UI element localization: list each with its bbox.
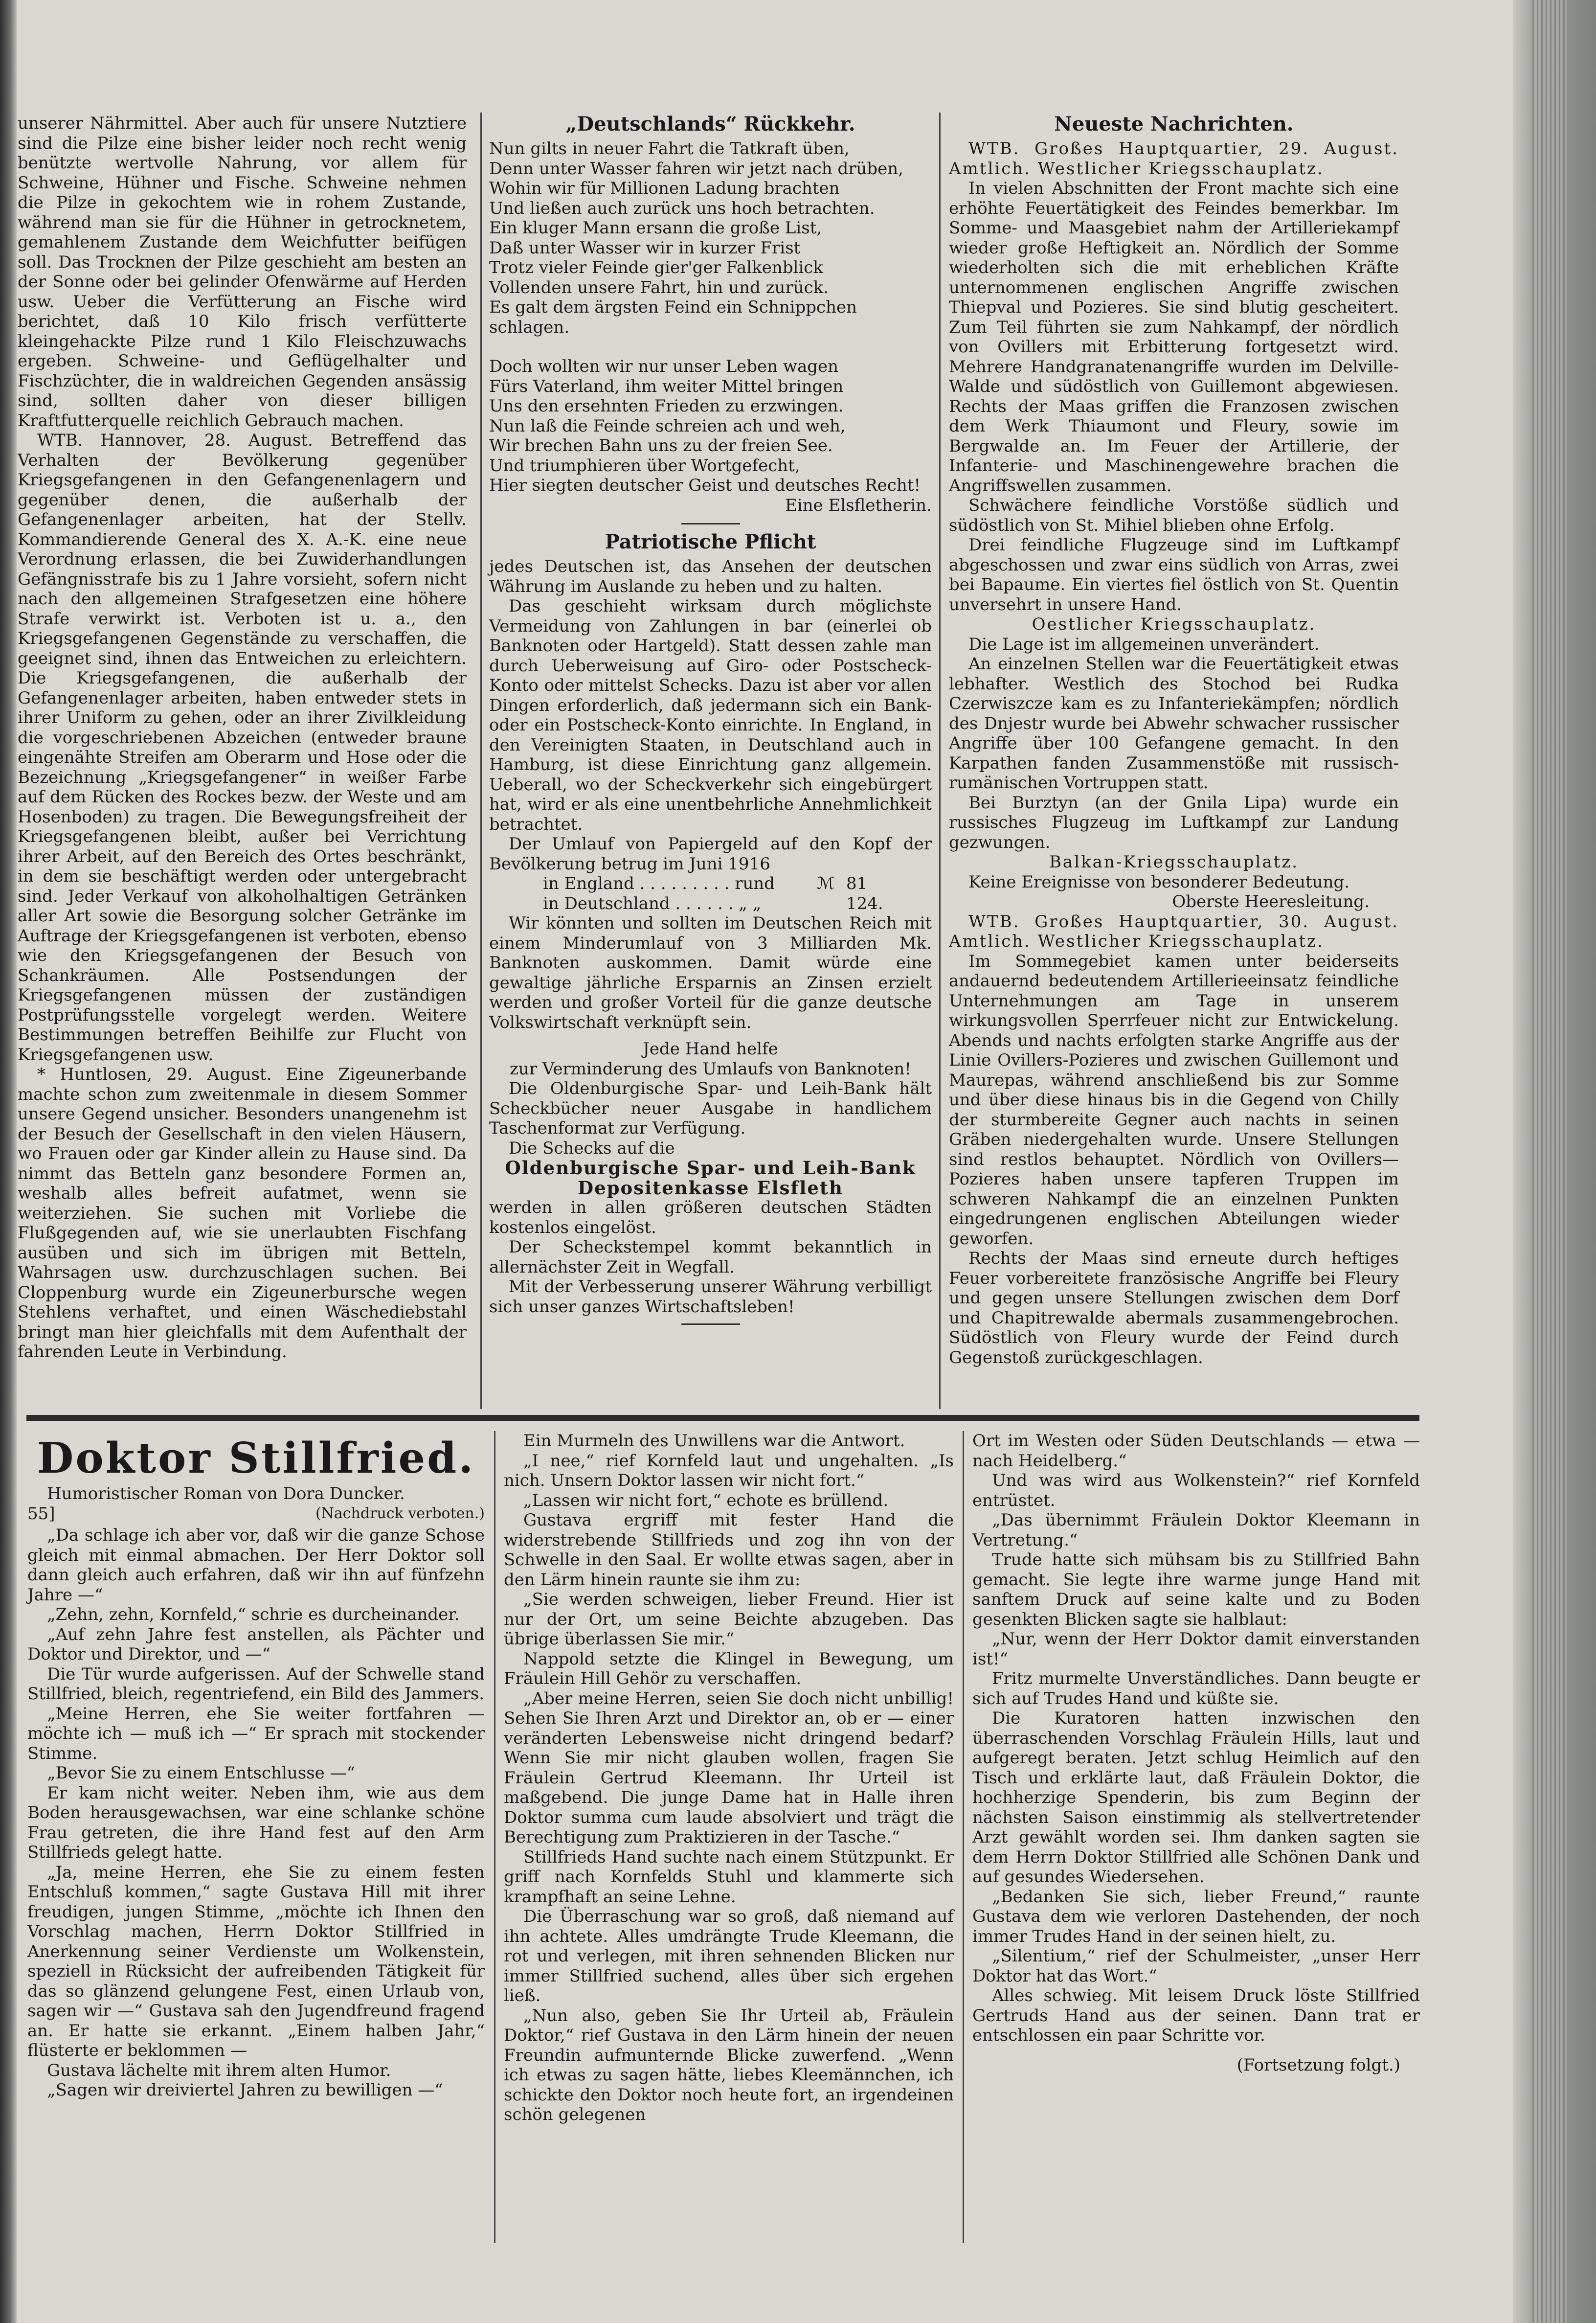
news-text: Die Lage ist im allgemeinen unverändert. bbox=[968, 634, 1320, 654]
poem-title: „Deutschlands“ Rückkehr. bbox=[565, 113, 855, 136]
news-dateline: WTB. Großes Hauptquartier, 29. August. Amtlich. Westlicher Kriegsschauplatz. bbox=[949, 139, 1399, 179]
novel-meta bbox=[27, 1504, 485, 1524]
separator bbox=[681, 523, 740, 524]
article-mushrooms: unserer Nährmittel. Aber auch für unsere Nutztiere sind die Pilze eine bisher leider noch recht wenig benützte wertvolle Nahrung, vor allem für Schweine, Hühner und Fische. Schweine nehmen die Pilze in gekochtem wie in rohem Zustande, während man sie für die Hühner in getrocknetem, gemahlenem Zustande dem Weichfutter beifügen soll. Das Trocknen der Pilze geschieht am besten an der Sonne oder bei gelinder Ofenwärme auf Herden usw. Ueber die Verfütterung an Fische wird berichtet, daß 10 Kilo frisch verfütterte kleingehackte Pilze rund 1 Kilo Fleischzuwachs ergeben. Schweine- und Geflügelhalter und Fischzüchter, die in waldreichen Gegenden ansässig sind, sollten daher von dieser billigen Kraftfutterquelle reichlich Gebrauch machen. bbox=[18, 114, 467, 431]
novel-paragraph: „Auf zehn Jahre fest anstellen, als Pächter und Doktor und Direktor, und —“ bbox=[27, 1624, 485, 1664]
novel-paragraph: Er kam nicht weiter. Neben ihm, wie aus dem Boden herausgewachsen, war eine schlanke schöne Frau getreten, die ihre Hand fest auf den Arm Stillfrieds gelegt hatte. bbox=[27, 1783, 485, 1862]
novel-paragraph: Ort im Westen oder Süden Deutschlands — etwa — nach Heidelberg.“ bbox=[972, 1431, 1420, 1471]
currency-value: 124. bbox=[846, 893, 883, 913]
news-section-head: Oestlicher Kriegsschauplatz. bbox=[1032, 615, 1316, 634]
poem-line: Hier siegten deutscher Geist und deutsches Recht! bbox=[489, 476, 921, 495]
novel-paragraph: Gustava lächelte mit ihrem alten Humor. bbox=[47, 2060, 391, 2080]
novel-subtitle: Humoristischer Roman von Dora Duncker. bbox=[47, 1484, 405, 1503]
novel-paragraph: Und was wird aus Wolkenstein?“ rief Kornfeld entrüstet. bbox=[972, 1471, 1420, 1510]
novel-paragraph: „Das übernimmt Fräulein Doktor Kleemann in Vertretung.“ bbox=[972, 1510, 1420, 1550]
duty-text: Mit der Verbesserung unserer Währung verbilligt sich unser ganzes Wirtschaftsleben! bbox=[489, 1277, 932, 1317]
novel-paragraph: „Nur, wenn der Herr Doktor damit einverstanden ist!“ bbox=[972, 1629, 1420, 1669]
news-text: Im Sommegebiet kamen unter beiderseits andauernd bedeutendem Artillerieeinsatz feindliche Unternehmungen am Tage in unserem wirkungsvollen Sperrfeuer nicht zur Entwickelung. Abends und nachts erfolgten starke Angriffe aus der Linie Ovillers-Pozieres und zwischen Guillemont und Maurepas, während anschließend bis zur Somme und über diese hinaus bis in die Gegend von Chilly der sturmbereite Gegner auch nachts in seinen Gräben niedergehalten wurde. Unsere Stellungen sind restlos behauptet. Nördlich von Ovillers—Pozieres haben unsere tapferen Truppen im schweren Nahkampf die an einzelnen Punkten eingedrungenen englischen Abteilungen wieder geworfen. bbox=[949, 951, 1399, 1249]
poem-line: Nun laß die Feinde schreien ach und weh, bbox=[489, 416, 846, 436]
novel-paragraph: Stillfrieds Hand suchte nach einem Stützpunkt. Er griff nach Kornfelds Stuhl und klammerte sich krampfhaft an seine Lehne. bbox=[504, 1847, 954, 1907]
novel-paragraph: „Da schlage ich aber vor, daß wir die ganze Schose gleich mit einmal abmachen. Der Herr Doktor soll dann gleich auch erfahren, daß wir ihn auf fünfzehn Jahre —“ bbox=[27, 1526, 485, 1605]
novel-paragraph: „Meine Herren, ehe Sie weiter fortfahren — möchte ich — muß ich —“ Er sprach mit stockender Stimme. bbox=[27, 1704, 485, 1763]
novel-paragraph: Die Überraschung war so groß, daß niemand auf ihn achtete. Alles umdrängte Trude Kleemann, die rot und verlegen, mit ihren sehnenden Blicken nur immer Stillfried suchend, alles über sich ergehen ließ. bbox=[504, 1907, 954, 2005]
reprint-notice: (Nachdruck verboten.) bbox=[315, 1504, 485, 1522]
poem-line: Und triumphieren über Wortgefecht, bbox=[489, 455, 800, 476]
news-text: Drei feindliche Flugzeuge sind im Luftkampf abgeschossen und zwar eins südlich von Arras, zwei bei Bapaume. Ein viertes fiel östlich von St. Quentin unversehrt in unsere Hand. bbox=[949, 535, 1399, 615]
duty-text: Die Schecks auf die bbox=[509, 1138, 675, 1158]
separator bbox=[681, 1323, 740, 1325]
novel-paragraph: Gustava ergriff mit fester Hand die widerstrebende Stillfrieds und zog ihn von der Schwelle in den Saal. Er wollte etwas sagen, aber in den Lärm hinein raunte sie ihm zu: bbox=[504, 1510, 954, 1590]
duty-text: Wir könnten und sollten im Deutschen Reich mit einem Minderumlauf von 3 Milliarden Mk. Banknoten auskommen. Damit würde eine gewaltige jährliche Ersparnis an Zinsen erzielt werden und großer Vorteil für die ganze deutsche Volkswirtschaft verknüpft sein. bbox=[489, 913, 932, 1032]
duty-text: Die Oldenburgische Spar- und Leih-Bank hält Scheckbücher neuer Ausgabe in handlichem Taschenformat zur Verfügung. bbox=[489, 1079, 932, 1138]
news-text: In vielen Abschnitten der Front machte sich eine erhöhte Feuertätigkeit des Feindes bemerkbar. Im Somme- und Maasgebiet nahm der Artilleriekampf wieder große Heftigkeit an. Nördlich der Somme wiederholten sich die mit erheblichen Kräfte unternommenen englischen Angriffe zwischen Thiepval und Pozieres. Sie sind blutig gescheitert. Zum Teil führten sie zum Nahkampf, der nördlich von Ovillers mit Erbitterung fortgesetzt wird. Mehrere Handgranatenangriffe wurden im Delville-Walde und südöstlich von Guillemont abgewiesen. Rechts der Maas griffen die Franzosen zwischen dem Werk Thiaumont und Fleury, sowie im Bergwalde an. Im Feuer der Artillerie, der Infanterie- und Maschinengewehre brachen die Angriffswellen zusammen. bbox=[949, 179, 1399, 496]
column-right bbox=[949, 113, 1399, 1367]
installment-number: 55] bbox=[27, 1503, 55, 1524]
page-edge-stack bbox=[1532, 0, 1567, 2323]
duty-slogan: Jede Hand helfe bbox=[643, 1039, 778, 1059]
news-section-head: Balkan-Kriegsschauplatz. bbox=[1049, 852, 1299, 872]
novel-paragraph: Ein Murmeln des Unwillens war die Antwort. bbox=[523, 1431, 905, 1451]
novel-title: Doktor Stillfried. bbox=[37, 1434, 475, 1483]
duty-text: Das geschieht wirksam durch möglichste Vermeidung von Zahlungen in bar (einerlei ob Banknoten oder Hartgeld). Statt dessen zahle man durch Ueberweisung auf Giro- oder Postscheck-Konto oder mittelst Schecks. Dazu ist aber vor allen Dingen erforderlich, daß jedermann sich ein Bank- oder ein Postscheck-Konto einrichte. In England, in den Vereinigten Staaten, in Deutschland auch in Hamburg, ist diese Einrichtung ganz allgemein. Ueberall, wo der Scheckverkehr sich eingebürgert hat, wird er als eine unentbehrliche Annehmlichkeit betrachtet. bbox=[489, 596, 932, 834]
duty-text: Der Scheckstempel kommt bekanntlich in allernächster Zeit in Wegfall. bbox=[489, 1237, 932, 1277]
news-dateline: WTB. Großes Hauptquartier, 30. August. Amtlich. Westlicher Kriegsschauplatz. bbox=[949, 911, 1399, 951]
news-text: Bei Burztyn (an der Gnila Lipa) wurde ein russisches Flugzeug im Luftkampf zur Landung gezwungen. bbox=[949, 793, 1399, 852]
poem bbox=[489, 139, 932, 515]
novel-paragraph: „I nee,“ rief Kornfeld laut und ungehalten. „Is nich. Unsern Doktor lassen wir nicht fort.“ bbox=[504, 1451, 954, 1490]
duty-text: jedes Deutschen ist, das Ansehen der deutschen Währung im Auslande zu heben und zu halten. bbox=[489, 557, 932, 596]
poem-line: Und ließen auch zurück uns hoch betrachten. bbox=[489, 198, 875, 218]
currency-label: in England . . . . . . . . . rund bbox=[543, 874, 775, 893]
currency-label: in Deutschland . . . . . . „ „ bbox=[543, 893, 762, 913]
poem-line: Doch wollten wir nur unser Leben wagen bbox=[489, 357, 839, 376]
novel-paragraph: „Bedanken Sie sich, lieber Freund,“ raunte Gustava dem wie verloren Dastehenden, der noch immer Trudes Hand in der seinen hielt, zu. bbox=[972, 1887, 1420, 1946]
poem-line: Daß unter Wasser wir in kurzer Frist bbox=[489, 238, 801, 258]
bank-branch: Depositenkasse Elsfleth bbox=[578, 1177, 843, 1199]
novel-column-3 bbox=[972, 1431, 1420, 2075]
article-huntlosen: * Huntlosen, 29. August. Eine Zigeunerbande machte schon zum zweitenmale in diesem Sommer unsere Gegend unsicher. Besonders unangenehm ist der Besuch der Gesellschaft in den vielen Häusern, wo Frauen oder gar Kinder allein zu Hause sind. Da nimmt das Betteln ganz besondere Formen an, weshalb alles befreit aufatmet, wenn sie weiterziehen. Sie suchen mit Vorliebe die Flußgegenden auf, wie sie unerlaubten Fischfang ausüben und sich im übrigen mit Betteln, Wahrsagen usw. durchzuschlagen suchen. Bei Cloppenburg wurde ein Zigeunerbursche wegen Stehlens verhaftet, und einen Wäschediebstahl bringt man hier gleichfalls mit dem Aufenthalt der fahrenden Leute in Verbindung. bbox=[18, 1065, 467, 1362]
novel-paragraph: „Ja, meine Herren, ehe Sie zu einem festen Entschluß kommen,“ sagte Gustava Hill mit ihrer freudigen, jungen Stimme, „möchte ich Ihnen den Vorschlag machen, Herrn Doktor Stillfried in Anerkennung seiner Verdienste um Wolkenstein, speziell in Rücksicht der aufreibenden Tätigkeit für das so glänzend gelungene Fest, einen Urlaub von, sagen wir —“ Gustava sah den Jugendfreund fragend an. Er hatte sie erkannt. „Einem halben Jahr,“ flüsterte er beklommen — bbox=[27, 1862, 485, 2060]
currency-row-germany bbox=[489, 894, 932, 914]
news-text: Keine Ereignisse von besonderer Bedeutung. bbox=[968, 872, 1350, 892]
novel-column-1 bbox=[27, 1436, 485, 2100]
duty-slogan: zur Verminderung des Umlaufs von Banknoten! bbox=[510, 1059, 911, 1079]
bank-name: Oldenburgische Spar- und Leih-Bank bbox=[505, 1157, 916, 1179]
poem-line: Uns den ersehnten Frieden zu erzwingen. bbox=[489, 396, 844, 416]
novel-paragraph: Nappold setzte die Klingel in Bewegung, um Fräulein Hill Gehör zu verschaffen. bbox=[504, 1649, 954, 1688]
poem-line: Ein kluger Mann ersann die große List, bbox=[489, 218, 822, 238]
novel-paragraph: Fritz murmelte Unverständliches. Dann beugte er sich auf Trudes Hand und küßte sie. bbox=[972, 1669, 1420, 1708]
novel-paragraph: „Aber meine Herren, seien Sie doch nicht unbillig! Sehen Sie Ihren Arzt und Direktor an, ob er — einer veränderten Lebensweise nicht dringend bedarf? Wenn Sie mir nicht glauben wollen, fragen Sie Fräulein Gertrud Kleemann. Ihr Urteil ist maßgebend. Die junge Dame hat in Halle ihren Doktor summa cum laude absolviert und trägt die Berechtigung zum Praktizieren in der Tasche.“ bbox=[504, 1688, 954, 1847]
novel-paragraph: „Sie werden schweigen, lieber Freund. Hier ist nur der Ort, um seine Beichte abzugeben. Das übrige überlassen Sie mir.“ bbox=[504, 1590, 954, 1649]
currency-symbol: ℳ bbox=[817, 874, 835, 893]
novel-paragraph: Die Kuratoren hatten inzwischen den überraschenden Vorschlag Fräulein Hills, laut und aufgeregt beraten. Jetzt schlug Heimlich auf den Tisch und erklärte laut, daß Fräulein Doktor, die hochherzige Spenderin, bis zum Beginn der nächsten Saison einstimmig als stellvertretender Arzt gewählt worden sei. Ihm danken sagten sie dem Herrn Doktor Stillfried alle Schönen Dank und auf gesundes Wiedersehen. bbox=[972, 1708, 1420, 1887]
column-divider bbox=[494, 1431, 495, 2243]
news-title: Neueste Nachrichten. bbox=[1054, 113, 1294, 136]
duty-text: Der Umlauf von Papiergeld auf den Kopf der Bevölkerung betrug im Juni 1916 bbox=[489, 834, 932, 874]
novel-paragraph: „Lassen wir nicht fort,“ echote es brüllend. bbox=[523, 1490, 889, 1510]
currency-value: 81 bbox=[846, 874, 868, 893]
article-hannover: WTB. Hannover, 28. August. Betreffend das Verhalten der Bevölkerung gegenüber Kriegsgefangenen in den Gefangenenlagern und gegenüber denen, die außerhalb der Gefangenenlager arbeiten, hat der Stellv. Kommandierende General des X. A.-K. eine neue Verordnung erlassen, die bei Zuwiderhandlungen Gefängnisstrafe bis zu 1 Jahre vorsieht, sofern nicht nach den allgemeinen Strafgesetzen eine höhere Strafe verwirkt ist. Verboten ist u. a., den Kriegsgefangenen Gegenstände zu verschaffen, die geeignet sind, ihnen das Entweichen zu erleichtern. Die Kriegsgefangenen, die außerhalb der Gefangenenlager arbeiten, haben entweder stets in ihrer Uniform zu gehen, oder an ihrer Zivilkleidung die vorgeschriebenen Abzeichen (entweder braune eingenähte Streifen am Oberarm und Hose oder die Bezeichnung „Kriegsgefangener“ in weißer Farbe auf dem Rücken des Rockes bezw. der Weste und am Hosenboden) zu tragen. Die Bewegungsfreiheit der Kriegsgefangenen bleibt, außer bei Verrichtung ihrer Arbeit, auf den Bereich des Ortes beschränkt, in dem sie beschäftigt werden oder untergebracht sind. Jeder Verkauf von alkoholhaltigen Getränken aller Art sowie die Besorgung solcher Getränke im Auftrage der Kriegsgefangenen ist verboten, ebenso wie den Kriegsgefangenen der Besuch von Schankräumen. Alle Postsendungen der Kriegsgefangenen müssen der zuständigen Postprüfungsstelle vorgelegt werden. Weitere Bestimmungen betreffen Beihilfe zur Flucht von Kriegsgefangenen usw. bbox=[18, 431, 467, 1065]
poem-line: Denn unter Wasser fahren wir jetzt nach drüben, bbox=[489, 159, 903, 179]
column-divider bbox=[963, 1431, 964, 2243]
news-text: Rechts der Maas sind erneute durch heftiges Feuer vorbereitete französische Angriffe bei Fleury und gegen unsere Stellungen zwischen dem Dorf und Chapitrewalde abermals zusammengebrochen. Südöstlich von Fleury wurde der Feind durch Gegenstoß zurückgeschlagen. bbox=[949, 1249, 1399, 1367]
novel-paragraph: „Zehn, zehn, Kornfeld,“ schrie es durcheinander. bbox=[47, 1605, 460, 1624]
poem-line: Es galt dem ärgsten Feind ein Schnippchen bbox=[489, 297, 857, 317]
poem-line: Fürs Vaterland, ihm weiter Mittel bringen bbox=[489, 376, 844, 396]
duty-text: werden in allen größeren deutschen Städten kostenlos eingelöst. bbox=[489, 1198, 932, 1237]
poem-line: Trotz vieler Feinde gier'ger Falkenblick bbox=[489, 258, 823, 277]
feuilleton-rule bbox=[26, 1415, 1419, 1421]
duty-title: Patriotische Pflicht bbox=[605, 530, 816, 553]
news-text: An einzelnen Stellen war die Feuertätigkeit etwas lebhafter. Westlich des Stochod bei Rudka Czerwiszcze kam es zu Infanteriekämpfen; nördlich des Dnjestr wurde bei Abwehr schwacher russischer Angriffe über 100 Gefangene gemacht. In den Karpathen fanden Zusammenstöße mit russisch-rumänischen Vortruppen statt. bbox=[949, 654, 1399, 793]
poem-line: Vollenden unsere Fahrt, hin und zurück. bbox=[489, 277, 829, 297]
novel-paragraph: Trude hatte sich mühsam bis zu Stillfried Bahn gemacht. Sie legte ihre warme junge Hand mit sanftem Druck auf seine kalte und zu Boden gesenkten Blicken sagte sie halblaut: bbox=[972, 1550, 1420, 1629]
page-fold-shadow bbox=[0, 0, 17, 2323]
novel-paragraph: Alles schwieg. Mit leisem Druck löste Stillfried Gertruds Hand aus der seinen. Dann trat er entschlossen ein paar Schritte vor. bbox=[972, 1986, 1420, 2045]
poem-line: schlagen. bbox=[489, 317, 570, 337]
news-signature: Oberste Heeresleitung. bbox=[1172, 892, 1370, 911]
novel-paragraph: „Nun also, geben Sie Ihr Urteil ab, Fräulein Doktor,“ rief Gustava in den Lärm hinein der neuen Freundin aufmunternde Blicke zuwerfend. „Wenn ich etwas zu sagen hätte, liebes Kleemännchen, ich schickte den Doktor noch heute fort, an irgendeinen schön gelegenen bbox=[504, 2005, 954, 2124]
currency-row-england bbox=[489, 874, 932, 894]
poem-author: Eine Elsfletherin. bbox=[785, 495, 932, 515]
news-text: Schwächere feindliche Vorstöße südlich und südöstlich von St. Mihiel blieben ohne Erfolg. bbox=[949, 496, 1399, 535]
poem-line: Wir brechen Bahn uns zu der freien See. bbox=[489, 436, 833, 455]
novel-paragraph: „Silentium,“ rief der Schulmeister, „unser Herr Doktor hat das Wort.“ bbox=[972, 1946, 1420, 1986]
continued-note: (Fortsetzung folgt.) bbox=[1236, 2055, 1400, 2075]
column-middle bbox=[489, 113, 932, 1325]
novel-column-2 bbox=[504, 1431, 954, 2125]
novel-paragraph: „Sagen wir dreiviertel Jahren zu bewilligen —“ bbox=[47, 2080, 443, 2100]
poem-line: Wohin wir für Millionen Ladung brachten bbox=[489, 179, 840, 198]
poem-line: Nun gilts in neuer Fahrt die Tatkraft üben, bbox=[489, 139, 850, 159]
novel-paragraph: Die Tür wurde aufgerissen. Auf der Schwelle stand Stillfried, bleich, regentriefend, ein Bild des Jammers. bbox=[27, 1664, 485, 1704]
column-divider bbox=[939, 113, 941, 1409]
column-left bbox=[18, 114, 467, 1362]
column-divider bbox=[480, 113, 482, 1409]
novel-paragraph: „Bevor Sie zu einem Entschlusse —“ bbox=[47, 1763, 355, 1783]
